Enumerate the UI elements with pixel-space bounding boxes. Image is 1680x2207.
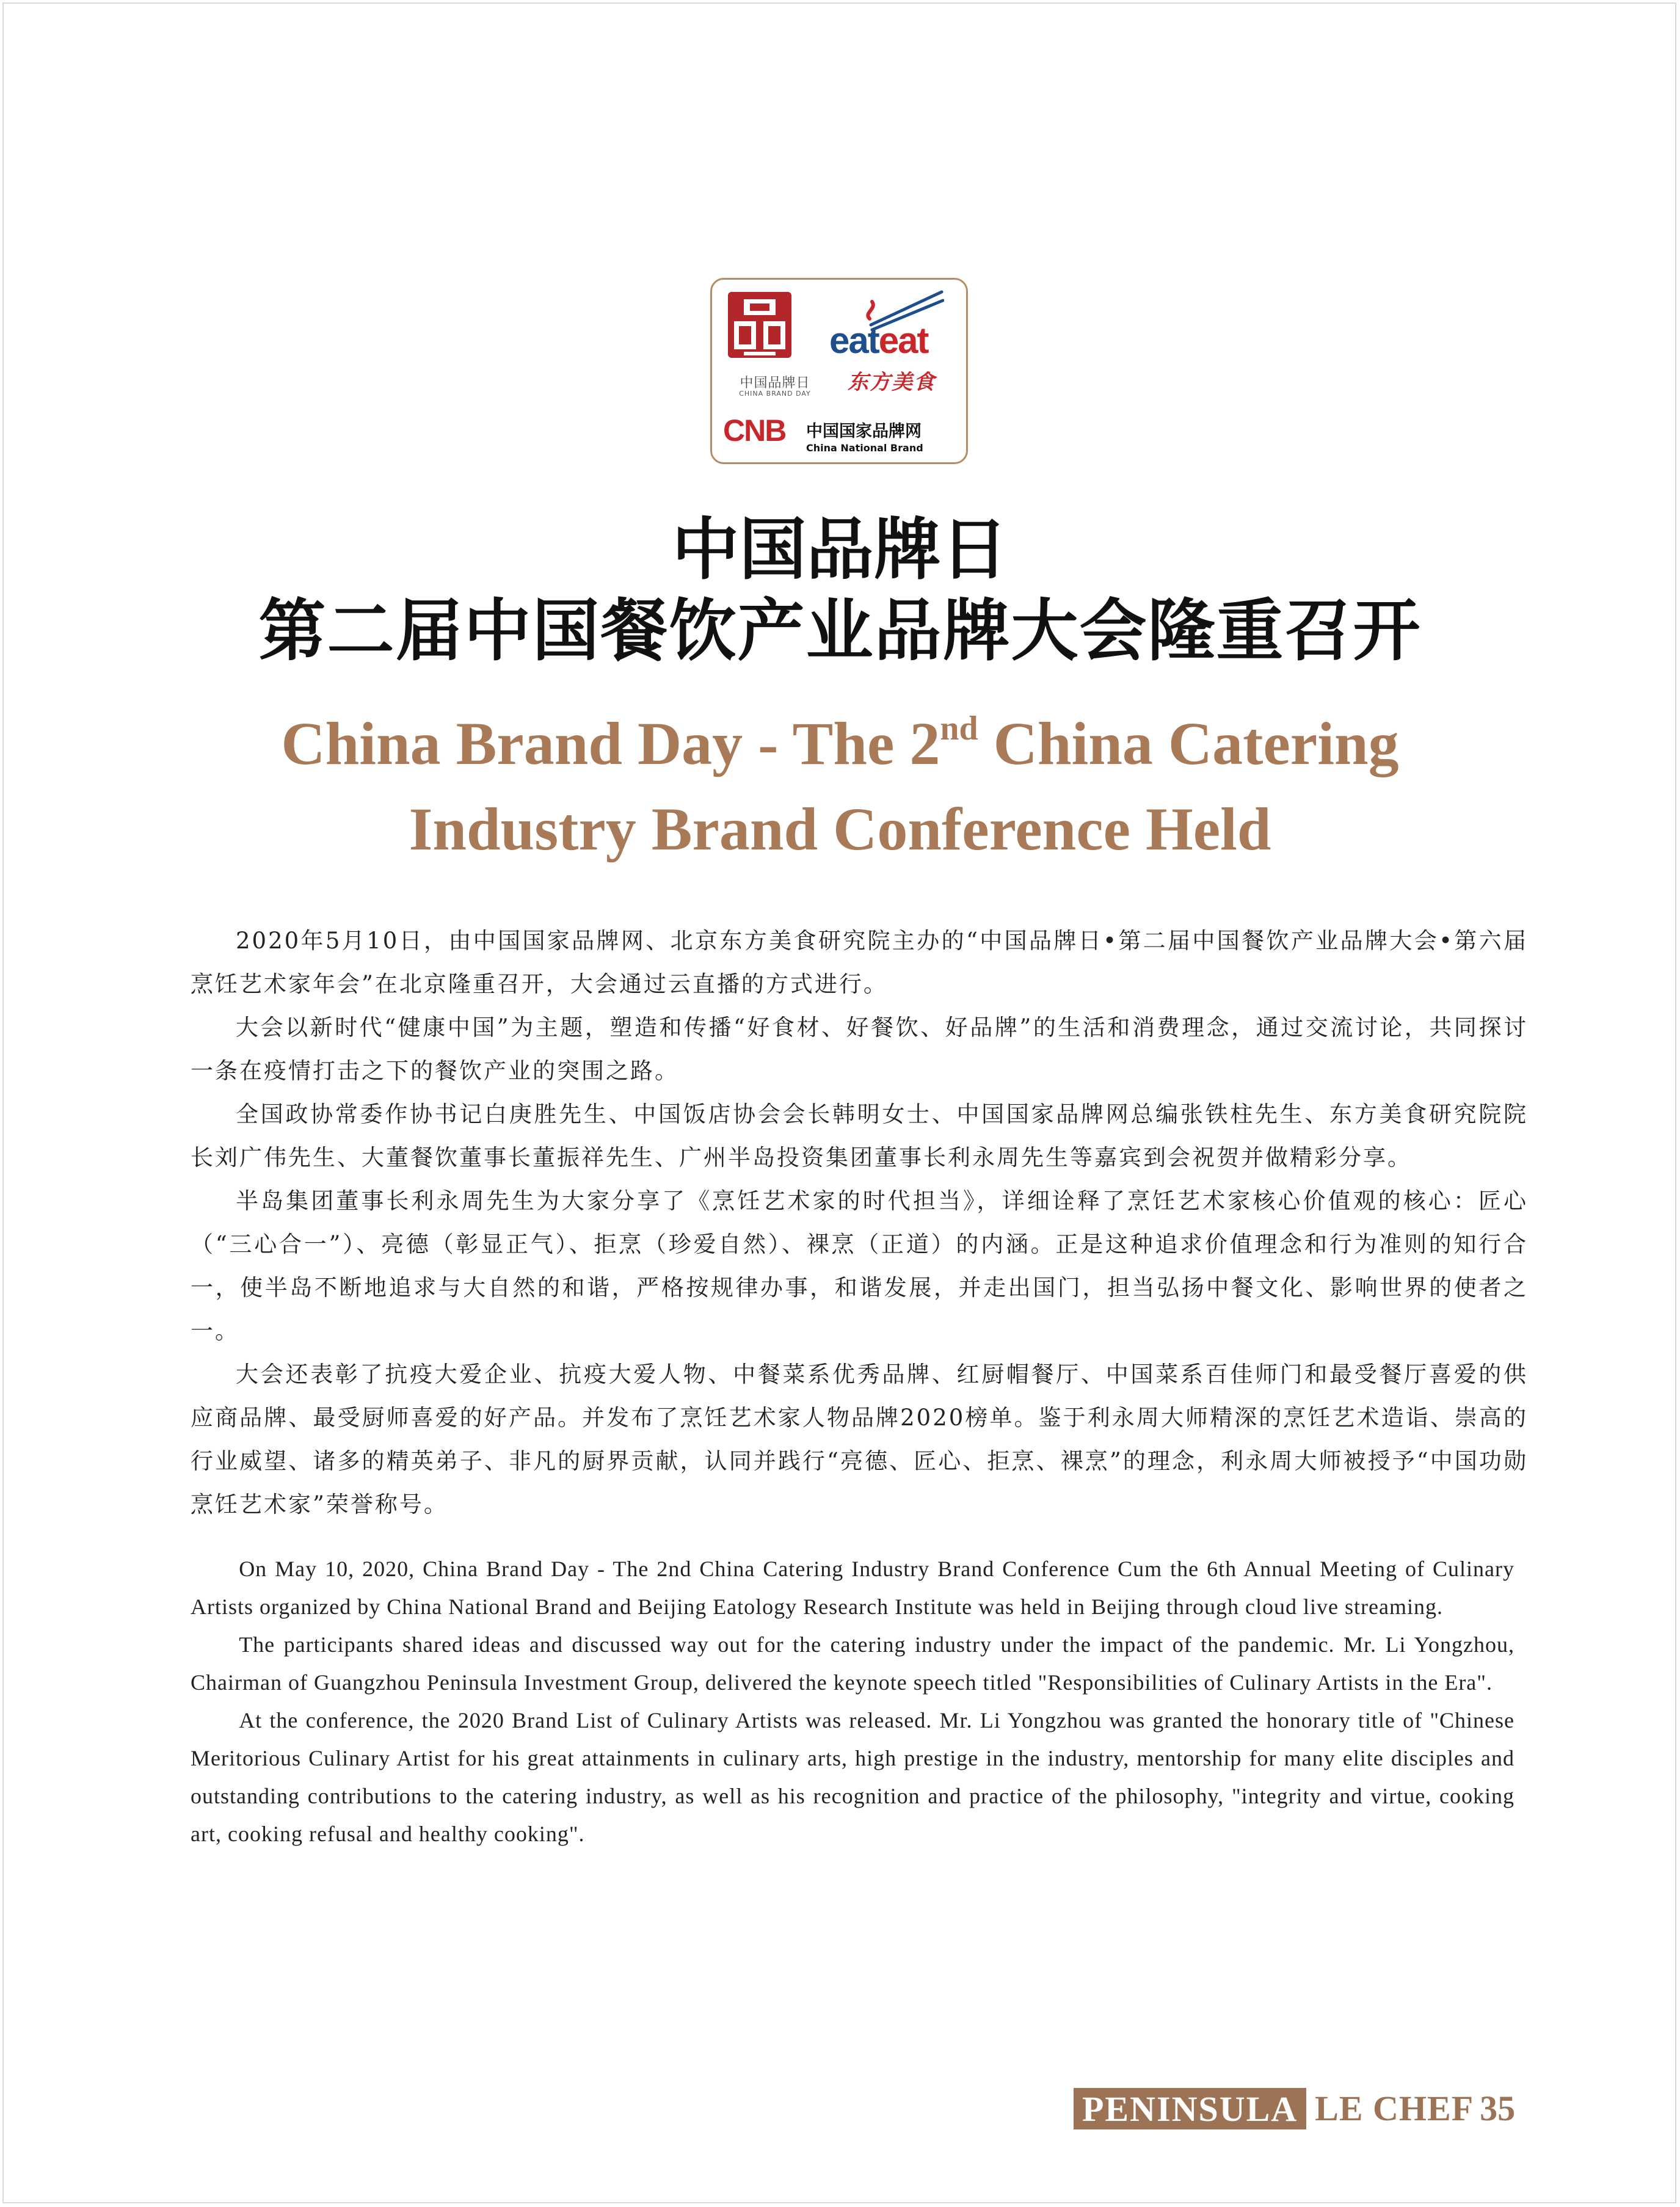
english-article-body bbox=[191, 1550, 1515, 1853]
page-footer bbox=[1074, 2087, 1515, 2130]
en-title-ordinal: nd bbox=[940, 710, 978, 747]
cnb-logo-mark: CNB bbox=[723, 413, 786, 448]
cn-paragraph-3: 全国政协常委作协书记白庚胜先生、中国饭店协会会长韩明女士、中国国家品牌网总编张铁柱先生、东方美食研究院院长刘广伟先生、大董餐饮董事长董振祥先生、广州半岛投资集团董事长利永周先生等嘉宾到会祝贺并做精彩分享。 bbox=[191, 1101, 1528, 1171]
cn-paragraph-2: 大会以新时代“健康中国”为主题，塑造和传播“好食材、好餐饮、好品牌”的生活和消费理念，通过交流讨论，共同探讨一条在疫情打击之下的餐饮产业的突围之路。 bbox=[191, 1014, 1528, 1084]
page-number: 35 bbox=[1480, 2089, 1516, 2128]
en-title-line1-pre: China Brand Day - The 2 bbox=[281, 710, 940, 777]
china-brand-day-en: CHINA BRAND DAY bbox=[739, 390, 811, 398]
cn-title-line1: 中国品牌日 bbox=[672, 510, 1008, 589]
cn-paragraph-4: 半岛集团董事长利永周先生为大家分享了《烹饪艺术家的时代担当》，详细诠释了烹饪艺术家核心价值观的核心：匠心（“三心合一”）、亮德（彰显正气）、拒烹（珍爱自然）、裸烹（正道）的内涵。正是这种追求价值理念和行为准则的知行合一，使半岛不断地追求与大自然的和谐，严格按规律办事，和谐发展，并走出国门，担当弘扬中餐文化、影响世界的使者之一。 bbox=[191, 1188, 1528, 1344]
footer-peninsula: PENINSULA bbox=[1074, 2088, 1306, 2129]
logo-panel bbox=[710, 278, 968, 464]
en-paragraph-3: At the conference, the 2020 Brand List of Culinary Artists was released. Mr. Li Yongzhou was granted the honorary title of "Chinese Meritorious Culinary Artist for his great attainments in culinary arts, high prestige in the industry, mentorship for many elite disciples and outstanding contributions to the catering industry, as well as his recognition and practice of the philosophy, "integrity and virtue, cooking art, cooking refusal and healthy cooking". bbox=[191, 1708, 1515, 1846]
eateat-cn: 东方美食 bbox=[848, 370, 936, 394]
eateat-part1: eat bbox=[829, 320, 879, 361]
cnb-en-name: China National Brand bbox=[806, 442, 923, 454]
en-title bbox=[0, 701, 1680, 872]
cn-paragraph-5: 大会还表彰了抗疫大爱企业、抗疫大爱人物、中餐菜系优秀品牌、红厨帽餐厅、中国菜系百佳师门和最受餐厅喜爱的供应商品牌、最受厨师喜爱的好产品。并发布了烹饪艺术家人物品牌2020榜单。鉴于利永周大师精深的烹饪艺术造诣、崇高的行业威望、诸多的精英弟子、非凡的厨界贡献，认同并践行“亮德、匠心、拒烹、裸烹”的理念，利永周大师被授予“中国功勋烹饪艺术家”荣誉称号。 bbox=[191, 1361, 1528, 1518]
footer-le-chef: LE CHEF bbox=[1315, 2089, 1474, 2128]
en-paragraph-2: The participants shared ideas and discussed way out for the catering industry under the impact of the pandemic. Mr. Li Yongzhou, Chairman of Guangzhou Peninsula Investment Group, delivered the keynote speech titled "Responsibilities of Culinary Artists in the Era". bbox=[191, 1632, 1515, 1695]
china-brand-day-seal-icon bbox=[725, 288, 794, 360]
cn-paragraph-1: 2020年5月10日，由中国国家品牌网、北京东方美食研究院主办的“中国品牌日•第二届中国餐饮产业品牌大会•第六届烹饪艺术家年会”在北京隆重召开，大会通过云直播的方式进行。 bbox=[191, 928, 1528, 997]
en-title-line2: Industry Brand Conference Held bbox=[409, 795, 1271, 863]
china-brand-day-cn: 中国品牌日 bbox=[740, 376, 810, 391]
eateat-wordmark bbox=[829, 322, 928, 359]
cn-title-line2: 第二届中国餐饮产业品牌大会隆重召开 bbox=[258, 591, 1422, 670]
cnb-cn-name: 中国国家品牌网 bbox=[806, 422, 922, 441]
en-paragraph-1: On May 10, 2020, China Brand Day - The 2nd China Catering Industry Brand Conference Cum the 6th Annual Meeting of Culinary Artists organized by China National Brand and Beijing Eatology Research Institute was held in Beijing through cloud live streaming. bbox=[191, 1557, 1515, 1619]
chinese-article-body bbox=[191, 919, 1528, 1526]
en-title-line1-post: China Catering bbox=[978, 710, 1399, 777]
eateat-part2: eat bbox=[878, 320, 928, 361]
